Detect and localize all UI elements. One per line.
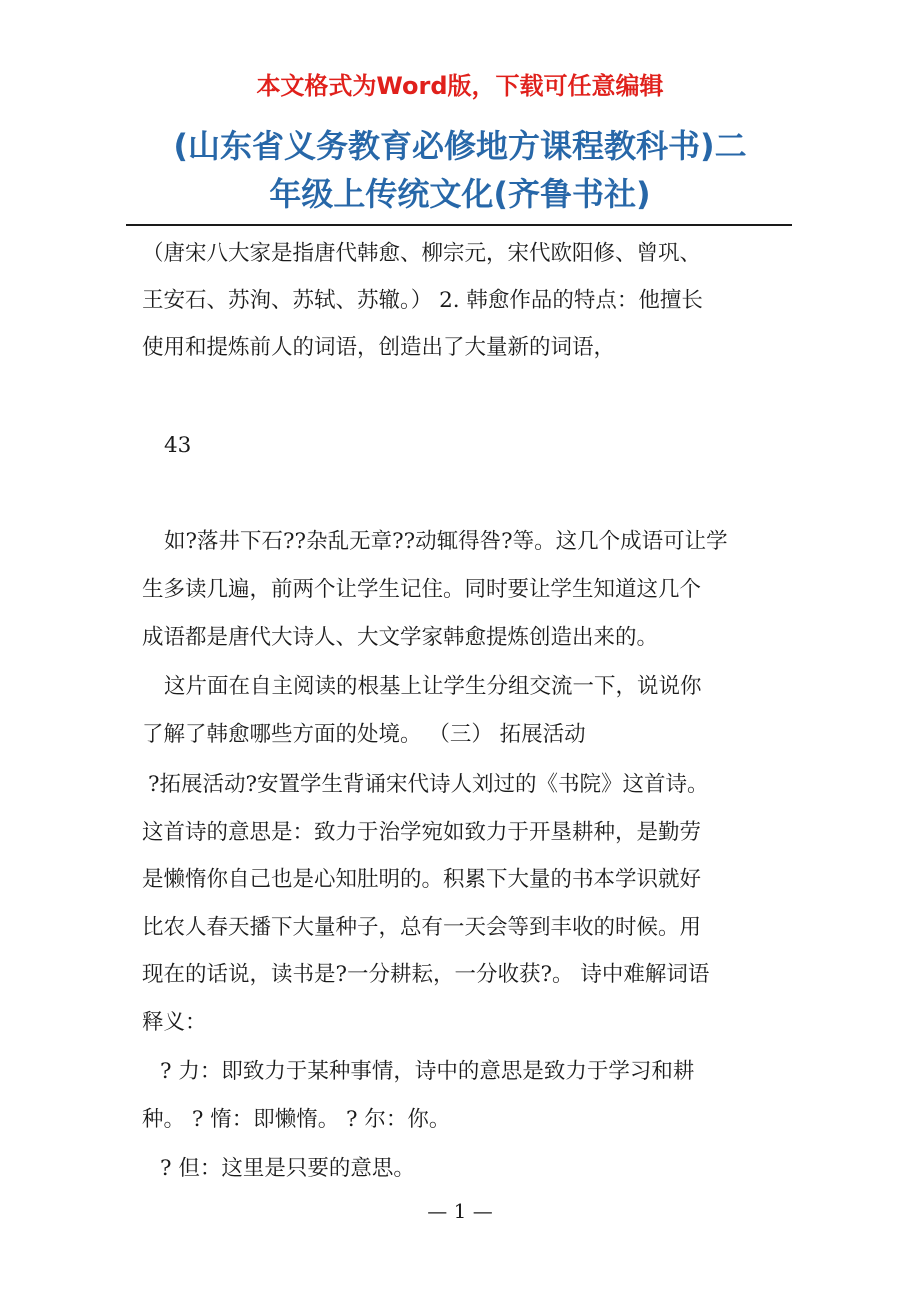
body-line: 王安石、苏洵、苏轼、苏辙。） 2. 韩愈作品的特点：他擅长 — [142, 288, 703, 313]
body-line: 这片面在自主阅读的根基上让学生分组交流一下，说说你 — [164, 674, 702, 699]
body-line: ?拓展活动?安置学生背诵宋代诗人刘过的《书院》这首诗。 — [148, 772, 709, 797]
document-title-line-2: 年级上传统文化(齐鲁书社) — [269, 175, 651, 213]
format-banner: 本文格式为Word版，下载可任意编辑 — [256, 72, 664, 100]
body-line: 现在的话说，读书是?一分耕耘，一分收获?。 诗中难解词语 — [142, 962, 710, 987]
body-line: 比农人春天播下大量种子，总有一天会等到丰收的时候。用 — [142, 915, 702, 940]
body-line: 生多读几遍，前两个让学生记住。同时要让学生知道这几个 — [142, 577, 702, 602]
body-line: 如?落井下石??杂乱无章??动辄得咎?等。这几个成语可让学 — [164, 529, 728, 554]
page-number: — 1 — — [427, 1199, 493, 1223]
body-line: 成语都是唐代大诗人、大文学家韩愈提炼创造出来的。 — [142, 625, 659, 650]
body-line: 使用和提炼前人的词语，创造出了大量新的词语， — [142, 335, 616, 360]
body-line: （唐宋八大家是指唐代韩愈、柳宗元，宋代欧阳修、曾巩、 — [142, 241, 702, 266]
body-line: ? 力：即致力于某种事情，诗中的意思是致力于学习和耕 — [160, 1059, 695, 1084]
body-line: 是懒惰你自己也是心知肚明的。积累下大量的书本学识就好 — [142, 867, 702, 892]
body-line: 这首诗的意思是：致力于治学宛如致力于开垦耕种，是勤劳 — [142, 820, 702, 845]
body-line-number: 43 — [164, 433, 192, 458]
body-line: 种。 ? 惰：即懒惰。 ? 尔：你。 — [142, 1107, 451, 1132]
title-divider — [126, 224, 792, 226]
body-line: 释义： — [142, 1010, 207, 1035]
body-line: 了解了韩愈哪些方面的处境。 （三） 拓展活动 — [142, 722, 586, 747]
document-title-line-1: (山东省义务教育必修地方课程教科书)二 — [173, 127, 747, 165]
body-line: ? 但：这里是只要的意思。 — [160, 1156, 415, 1181]
